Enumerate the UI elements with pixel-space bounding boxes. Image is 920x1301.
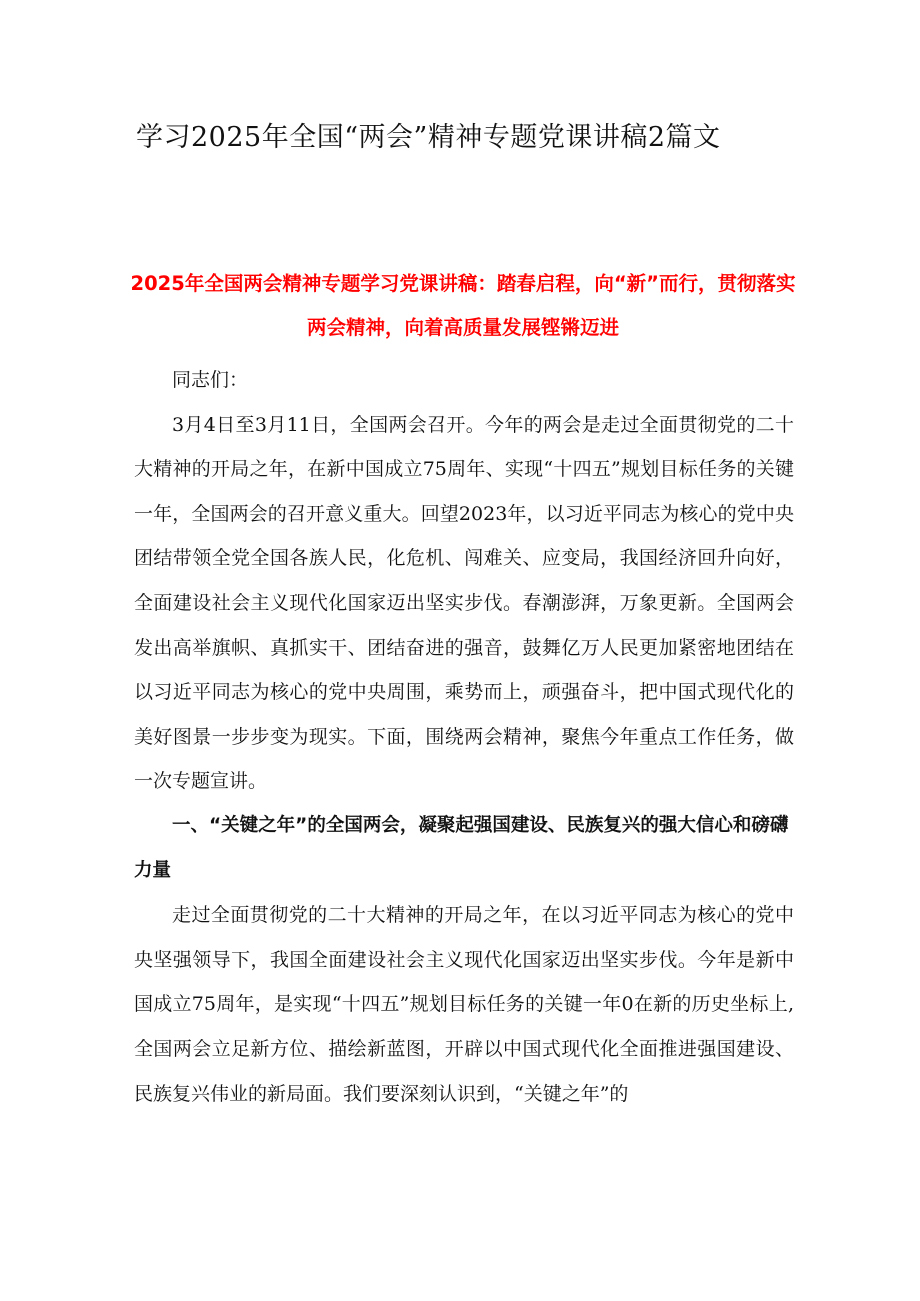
document-title: 学习2025年全国“两会”精神专题党课讲稿2篇文 xyxy=(136,122,721,153)
section-heading-1: 一、“关键之年”的全国两会，凝聚起强国建设、民族复兴的强大信心和磅礴力量 xyxy=(134,814,789,881)
speech-subtitle: 2025年全国两会精神专题学习党课讲稿：踏春启程，向“新”而行，贯彻落实两会精神，向着高质量发展铿锵迈进 xyxy=(130,272,796,339)
paragraph-section-1: 走过全面贯彻党的二十大精神的开局之年，在以习近平同志为核心的党中央坚强领导下，我国全面建设社会主义现代化国家迈出坚实步伐。今年是新中国成立75周年，是实现“十四五”规划目标任务的关键一年0在新的历史坐标上,全国两会立足新方位、描绘新蓝图，开辟以中国式现代化全面推进强国建设、民族复兴伟业的新局面。我们要深刻认识到，“关键之年”的 xyxy=(134,904,794,1105)
document-body xyxy=(134,358,794,1116)
paragraph-intro: 3月4日至3月11日，全国两会召开。今年的两会是走过全面贯彻党的二十大精神的开局之年，在新中国成立75周年、实现“十四五”规划目标任务的关键一年，全国两会的召开意义重大。回望2023年，以习近平同志为核心的党中央团结带领全党全国各族人民，化危机、闯难关、应变局，我国经济回升向好，全面建设社会主义现代化国家迈出坚实步伐。春潮澎湃，万象更新。全国两会发出高举旗帜、真抓实干、团结奋进的强音，鼓舞亿万人民更加紧密地团结在以习近平同志为核心的党中央周围，乘势而上，顽强奋斗，把中国式现代化的美好图景一步步变为现实。下面，围绕两会精神，聚焦今年重点工作任务，做一次专题宣讲。 xyxy=(134,413,794,793)
greeting: 同志们： xyxy=(172,369,249,391)
